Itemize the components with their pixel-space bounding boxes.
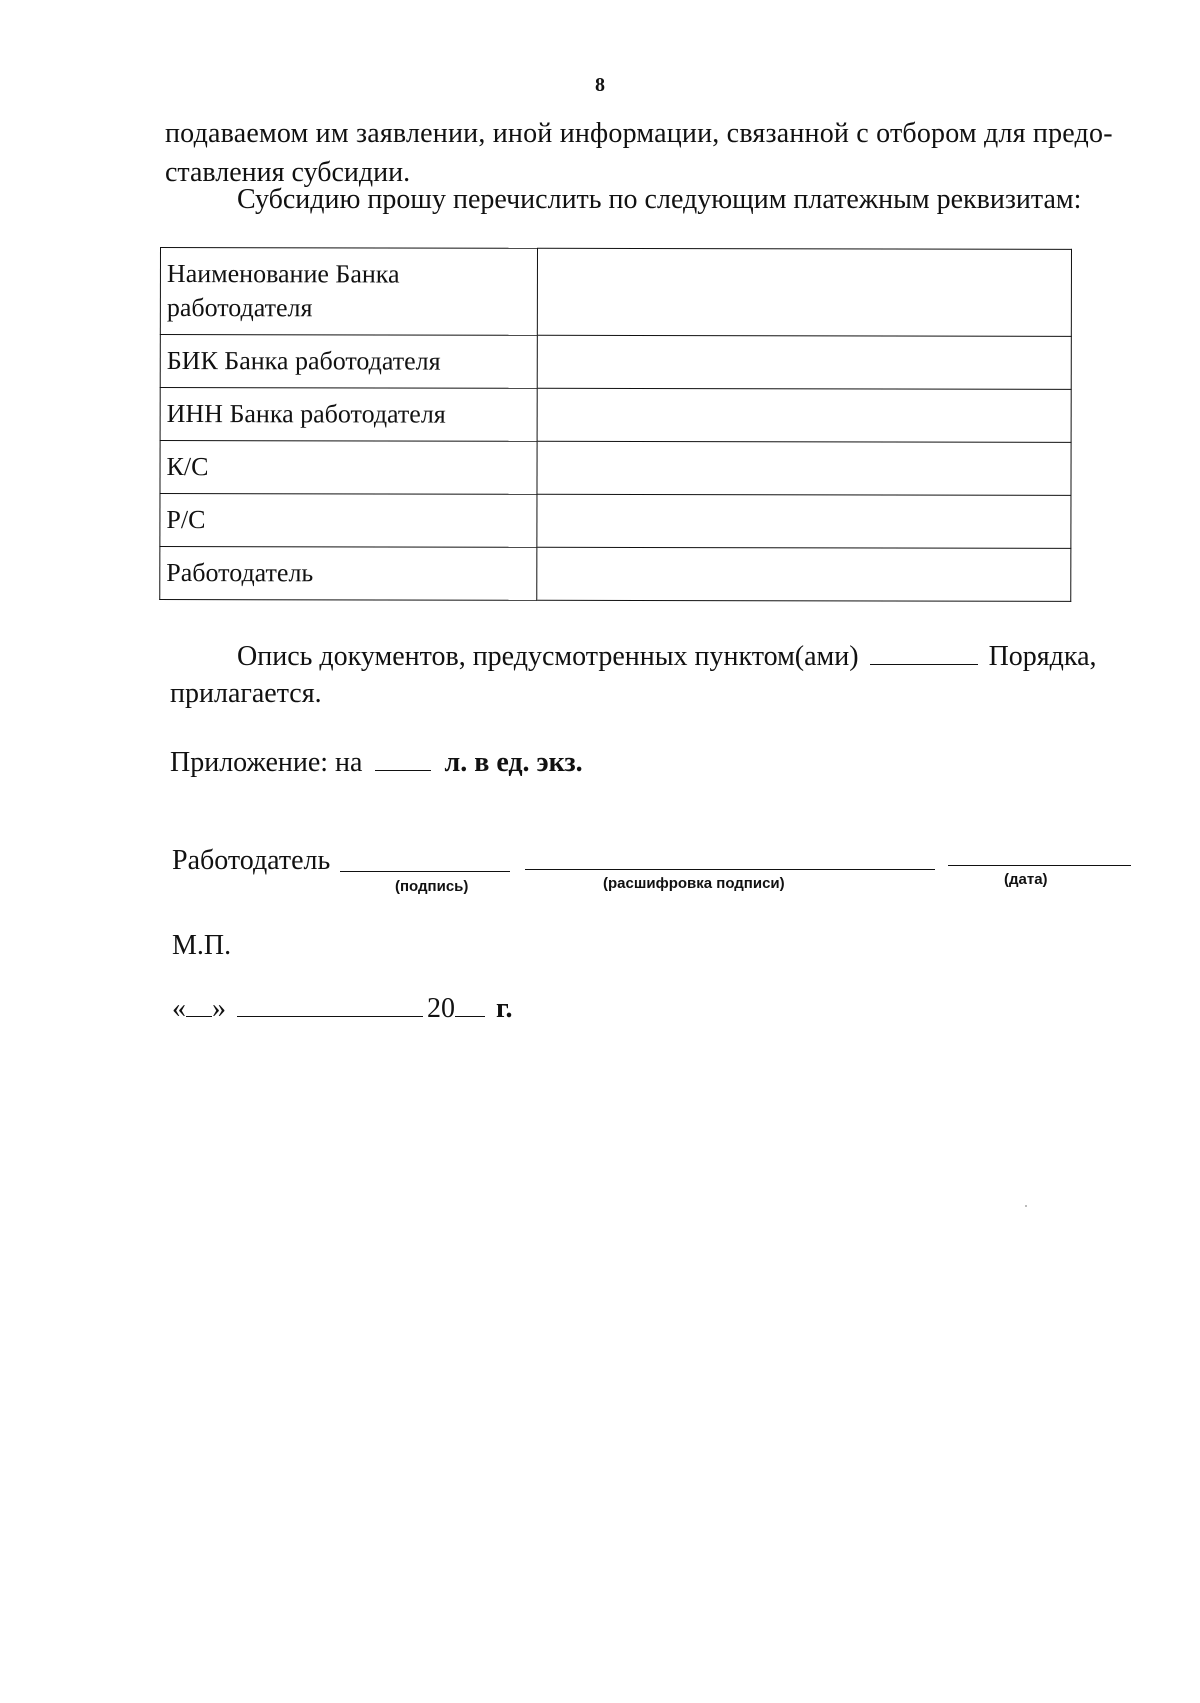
month-blank[interactable] [237,994,423,1017]
intro-line-2: ставления субсидии. [165,157,411,188]
inventory-line-2: прилагается. [170,678,322,709]
attachment-text: Приложение: на [170,747,363,778]
year-prefix: 20 [427,993,455,1024]
signature-blank[interactable] [340,871,510,872]
settlement-account-field[interactable] [537,494,1071,548]
intro-line-1: подаваемом им заявлении, иной информации, связанной с отбором для предо- [165,118,1113,149]
attachment-copies-text: л. в ед. экз. [444,747,583,778]
inventory-text: Опись документов, предусмотренных пунктом(ами) [237,641,859,672]
bank-name-field[interactable] [537,248,1071,336]
table-row [160,441,1071,496]
scan-speck [1025,1205,1027,1207]
employer-label: Работодатель [160,547,537,601]
inn-label: ИНН Банка работодателя [160,388,537,442]
bank-details-table [159,247,1072,602]
page-number: 8 [595,74,605,96]
table-row [160,248,1071,337]
signature-caption: (подпись) [395,878,469,895]
inn-field[interactable] [537,388,1071,442]
inventory-order-word: Порядка, [988,641,1097,672]
day-open-quote: « [172,993,186,1024]
settlement-account-label: Р/С [160,494,537,548]
signature-date-blank[interactable] [948,865,1131,866]
table-row [160,335,1071,390]
year-blank[interactable] [455,994,485,1017]
day-close-quote: » [212,993,226,1024]
sheet-count-blank[interactable] [375,748,431,771]
employer-field[interactable] [537,547,1071,601]
table-row [160,494,1071,549]
bank-name-label: Наименование Банка работодателя [160,248,537,336]
bik-field[interactable] [537,335,1071,389]
attachment-line [170,747,583,779]
table-row [160,388,1071,443]
day-blank[interactable] [186,994,212,1017]
stamp-placeholder: М.П. [172,930,232,961]
correspondent-account-label: К/С [160,441,537,495]
payment-details-intro: Субсидию прошу перечислить по следующим платежным реквизитам: [237,184,1082,215]
signature-employer-label: Работодатель [172,845,331,876]
table-row [160,547,1071,602]
date-line [172,993,513,1025]
inventory-line-1 [237,641,1097,673]
date-caption: (дата) [1004,871,1048,888]
year-suffix: г. [496,993,513,1024]
signature-decoding-blank[interactable] [525,869,935,870]
bik-label: БИК Банка работодателя [160,335,537,389]
clause-number-blank[interactable] [870,642,978,665]
correspondent-account-field[interactable] [537,441,1071,495]
signature-decoding-caption: (расшифровка подписи) [603,875,785,892]
